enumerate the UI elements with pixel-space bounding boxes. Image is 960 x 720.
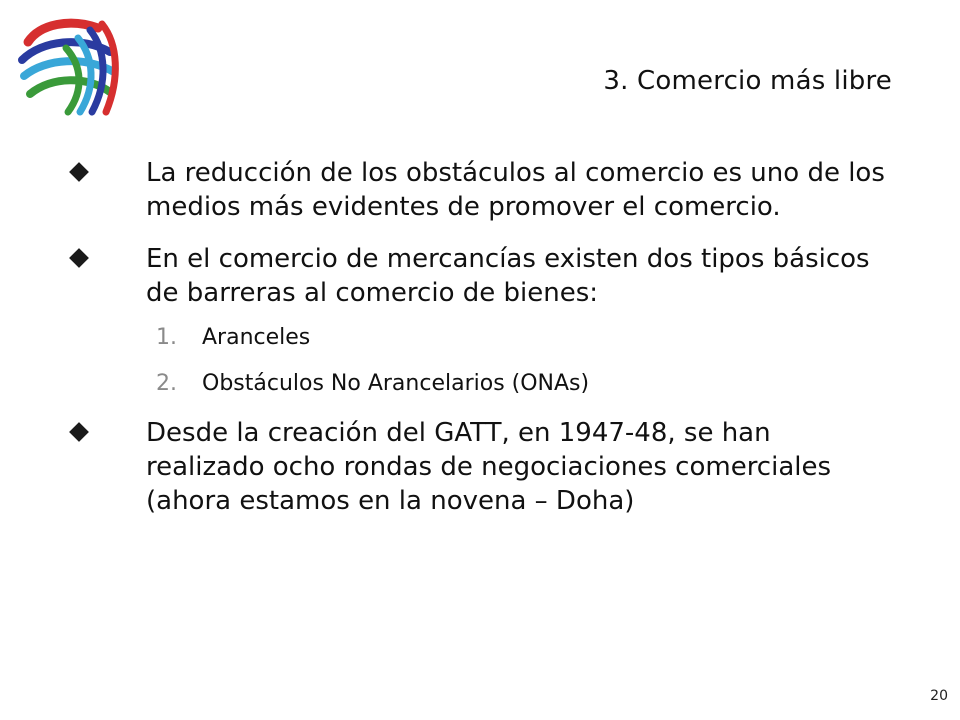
bullet-text: Desde la creación del GATT, en 1947-48, se han realizado ocho rondas de negociaciones comerciales (ahora estamos en la novena – Doha): [146, 418, 832, 516]
bullet-text: La reducción de los obstáculos al comercio es uno de los medios más evidentes de promover el comercio.: [146, 158, 885, 222]
list-text: Obstáculos No Arancelarios (ONAs): [202, 371, 590, 396]
diamond-bullet-icon: [69, 248, 89, 268]
list-item: [70, 324, 890, 352]
bullet-item: [70, 416, 890, 518]
bullet-item: [70, 242, 890, 310]
bullet-item: [70, 156, 890, 224]
page-number: 20: [930, 688, 948, 704]
barrier-types-list: [70, 324, 890, 398]
bullet-text: En el comercio de mercancías existen dos tipos básicos de barreras al comercio de bienes:: [146, 244, 870, 308]
slide-content: [70, 156, 890, 536]
list-item: [70, 370, 890, 398]
wto-logo-icon: [6, 8, 130, 126]
list-number: 2.: [156, 371, 177, 396]
diamond-bullet-icon: [69, 422, 89, 442]
list-number: 1.: [156, 325, 177, 350]
list-text: Aranceles: [202, 325, 311, 350]
diamond-bullet-icon: [69, 162, 89, 182]
slide-title: 3. Comercio más libre: [603, 66, 892, 96]
